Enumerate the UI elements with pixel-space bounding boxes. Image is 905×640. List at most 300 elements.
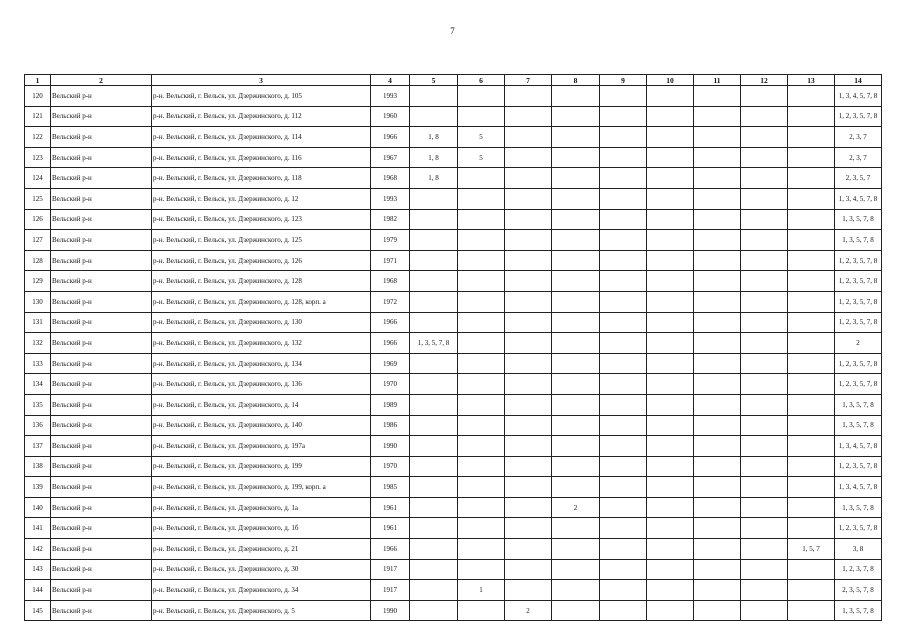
year-cell: 1967 xyxy=(371,147,410,168)
column-5-cell xyxy=(410,600,458,621)
row-number-cell: 141 xyxy=(25,518,51,539)
column-7-cell xyxy=(505,539,552,560)
column-7-cell xyxy=(505,456,552,477)
column-10-cell xyxy=(647,271,694,292)
row-number-cell: 122 xyxy=(25,127,51,148)
column-header: 1 xyxy=(25,75,51,86)
column-9-cell xyxy=(600,374,647,395)
year-cell: 1979 xyxy=(371,230,410,251)
column-9-cell xyxy=(600,333,647,354)
column-10-cell xyxy=(647,394,694,415)
column-9-cell xyxy=(600,147,647,168)
column-9-cell xyxy=(600,127,647,148)
table-row xyxy=(25,188,882,209)
address-cell: р-н. Вельский, г. Вельск, ул. Дзержинского, д. 128 xyxy=(152,271,371,292)
column-11-cell xyxy=(694,106,741,127)
column-12-cell xyxy=(741,580,788,601)
codes-cell: 2, 3, 5, 7 xyxy=(835,168,882,189)
codes-cell: 1, 2, 3, 5, 7, 8 xyxy=(835,353,882,374)
row-number-cell: 137 xyxy=(25,436,51,457)
column-13-cell xyxy=(788,415,835,436)
table-row xyxy=(25,312,882,333)
column-13-cell xyxy=(788,312,835,333)
column-9-cell xyxy=(600,106,647,127)
column-5-cell xyxy=(410,271,458,292)
table-row xyxy=(25,86,882,107)
codes-cell: 2 xyxy=(835,333,882,354)
table-row xyxy=(25,250,882,271)
column-7-cell xyxy=(505,559,552,580)
column-header: 13 xyxy=(788,75,835,86)
codes-cell: 1, 2, 3, 5, 7, 8 xyxy=(835,271,882,292)
column-8-cell xyxy=(552,415,600,436)
district-cell: Вельский р-н xyxy=(51,127,152,148)
row-number-cell: 139 xyxy=(25,477,51,498)
column-6-cell xyxy=(458,497,505,518)
row-number-cell: 133 xyxy=(25,353,51,374)
column-6-cell: 1 xyxy=(458,580,505,601)
column-11-cell xyxy=(694,127,741,148)
column-13-cell: 1, 5, 7 xyxy=(788,539,835,560)
column-7-cell xyxy=(505,291,552,312)
column-header: 2 xyxy=(51,75,152,86)
column-5-cell: 1, 8 xyxy=(410,127,458,148)
column-13-cell xyxy=(788,127,835,148)
address-cell: р-н. Вельский, г. Вельск, ул. Дзержинского, д. 197а xyxy=(152,436,371,457)
codes-cell: 1, 2, 3, 5, 7, 8 xyxy=(835,374,882,395)
column-7-cell xyxy=(505,209,552,230)
row-number-cell: 121 xyxy=(25,106,51,127)
column-header: 14 xyxy=(835,75,882,86)
column-7-cell xyxy=(505,106,552,127)
header-row xyxy=(25,75,882,86)
column-12-cell xyxy=(741,168,788,189)
column-5-cell xyxy=(410,559,458,580)
column-5-cell xyxy=(410,394,458,415)
column-5-cell xyxy=(410,477,458,498)
column-8-cell xyxy=(552,168,600,189)
district-cell: Вельский р-н xyxy=(51,518,152,539)
year-cell: 1993 xyxy=(371,86,410,107)
column-10-cell xyxy=(647,188,694,209)
codes-cell: 1, 3, 5, 7, 8 xyxy=(835,415,882,436)
column-12-cell xyxy=(741,539,788,560)
column-7-cell xyxy=(505,477,552,498)
address-cell: р-н. Вельский, г. Вельск, ул. Дзержинского, д. 125 xyxy=(152,230,371,251)
column-10-cell xyxy=(647,230,694,251)
table-row xyxy=(25,477,882,498)
table-row xyxy=(25,394,882,415)
column-11-cell xyxy=(694,436,741,457)
column-12-cell xyxy=(741,497,788,518)
column-12-cell xyxy=(741,127,788,148)
column-10-cell xyxy=(647,353,694,374)
row-number-cell: 142 xyxy=(25,539,51,560)
column-13-cell xyxy=(788,580,835,601)
address-cell: р-н. Вельский, г. Вельск, ул. Дзержинского, д. 136 xyxy=(152,374,371,395)
column-12-cell xyxy=(741,271,788,292)
column-9-cell xyxy=(600,580,647,601)
column-11-cell xyxy=(694,353,741,374)
year-cell: 1970 xyxy=(371,374,410,395)
row-number-cell: 140 xyxy=(25,497,51,518)
district-cell: Вельский р-н xyxy=(51,497,152,518)
district-cell: Вельский р-н xyxy=(51,374,152,395)
column-8-cell xyxy=(552,374,600,395)
page-number: 7 xyxy=(450,26,455,36)
column-5-cell xyxy=(410,86,458,107)
codes-cell: 1, 2, 3, 7, 8 xyxy=(835,559,882,580)
column-6-cell xyxy=(458,106,505,127)
district-cell: Вельский р-н xyxy=(51,188,152,209)
column-12-cell xyxy=(741,477,788,498)
column-11-cell xyxy=(694,539,741,560)
column-12-cell xyxy=(741,333,788,354)
column-10-cell xyxy=(647,477,694,498)
district-cell: Вельский р-н xyxy=(51,394,152,415)
column-5-cell xyxy=(410,518,458,539)
column-5-cell xyxy=(410,230,458,251)
column-13-cell xyxy=(788,250,835,271)
column-11-cell xyxy=(694,559,741,580)
address-cell: р-н. Вельский, г. Вельск, ул. Дзержинского, д. 30 xyxy=(152,559,371,580)
column-12-cell xyxy=(741,374,788,395)
column-9-cell xyxy=(600,539,647,560)
table-body xyxy=(25,86,882,621)
table-row xyxy=(25,374,882,395)
column-9-cell xyxy=(600,353,647,374)
column-7-cell xyxy=(505,127,552,148)
row-number-cell: 138 xyxy=(25,456,51,477)
district-cell: Вельский р-н xyxy=(51,106,152,127)
column-8-cell xyxy=(552,394,600,415)
column-12-cell xyxy=(741,353,788,374)
column-10-cell xyxy=(647,600,694,621)
table-row xyxy=(25,497,882,518)
column-9-cell xyxy=(600,600,647,621)
column-12-cell xyxy=(741,436,788,457)
table-row xyxy=(25,127,882,148)
column-13-cell xyxy=(788,106,835,127)
district-cell: Вельский р-н xyxy=(51,312,152,333)
table-row xyxy=(25,580,882,601)
year-cell: 1990 xyxy=(371,436,410,457)
column-9-cell xyxy=(600,415,647,436)
column-5-cell xyxy=(410,436,458,457)
column-6-cell xyxy=(458,600,505,621)
column-6-cell xyxy=(458,394,505,415)
year-cell: 1961 xyxy=(371,497,410,518)
district-cell: Вельский р-н xyxy=(51,559,152,580)
column-6-cell: 5 xyxy=(458,127,505,148)
year-cell: 1968 xyxy=(371,271,410,292)
column-13-cell xyxy=(788,230,835,251)
column-9-cell xyxy=(600,209,647,230)
column-11-cell xyxy=(694,188,741,209)
year-cell: 1982 xyxy=(371,209,410,230)
year-cell: 1972 xyxy=(371,291,410,312)
column-5-cell xyxy=(410,497,458,518)
table-row xyxy=(25,600,882,621)
table-row xyxy=(25,230,882,251)
column-6-cell xyxy=(458,456,505,477)
column-6-cell xyxy=(458,168,505,189)
column-11-cell xyxy=(694,477,741,498)
column-8-cell xyxy=(552,86,600,107)
year-cell: 1989 xyxy=(371,394,410,415)
column-11-cell xyxy=(694,291,741,312)
column-7-cell xyxy=(505,250,552,271)
column-5-cell xyxy=(410,188,458,209)
column-header: 4 xyxy=(371,75,410,86)
district-cell: Вельский р-н xyxy=(51,456,152,477)
address-cell: р-н. Вельский, г. Вельск, ул. Дзержинского, д. 123 xyxy=(152,209,371,230)
column-6-cell xyxy=(458,291,505,312)
column-8-cell xyxy=(552,209,600,230)
column-10-cell xyxy=(647,539,694,560)
column-10-cell xyxy=(647,250,694,271)
table-row xyxy=(25,456,882,477)
row-number-cell: 136 xyxy=(25,415,51,436)
column-9-cell xyxy=(600,312,647,333)
column-11-cell xyxy=(694,600,741,621)
column-8-cell: 2 xyxy=(552,497,600,518)
column-5-cell xyxy=(410,250,458,271)
column-5-cell xyxy=(410,415,458,436)
column-6-cell xyxy=(458,271,505,292)
column-7-cell xyxy=(505,188,552,209)
column-13-cell xyxy=(788,436,835,457)
column-6-cell xyxy=(458,312,505,333)
column-12-cell xyxy=(741,518,788,539)
column-9-cell xyxy=(600,250,647,271)
column-12-cell xyxy=(741,415,788,436)
year-cell: 1985 xyxy=(371,477,410,498)
column-10-cell xyxy=(647,580,694,601)
row-number-cell: 124 xyxy=(25,168,51,189)
codes-cell: 1, 3, 5, 7, 8 xyxy=(835,209,882,230)
codes-cell: 1, 3, 4, 5, 7, 8 xyxy=(835,86,882,107)
column-8-cell xyxy=(552,580,600,601)
column-12-cell xyxy=(741,188,788,209)
year-cell: 1993 xyxy=(371,188,410,209)
column-6-cell xyxy=(458,477,505,498)
district-cell: Вельский р-н xyxy=(51,86,152,107)
codes-cell: 2, 3, 7 xyxy=(835,127,882,148)
column-11-cell xyxy=(694,168,741,189)
column-11-cell xyxy=(694,518,741,539)
row-number-cell: 143 xyxy=(25,559,51,580)
column-6-cell xyxy=(458,436,505,457)
row-number-cell: 120 xyxy=(25,86,51,107)
table-row xyxy=(25,518,882,539)
year-cell: 1966 xyxy=(371,312,410,333)
column-7-cell xyxy=(505,230,552,251)
column-9-cell xyxy=(600,477,647,498)
column-6-cell xyxy=(458,539,505,560)
column-5-cell xyxy=(410,353,458,374)
column-8-cell xyxy=(552,539,600,560)
codes-cell: 1, 3, 5, 7, 8 xyxy=(835,394,882,415)
column-12-cell xyxy=(741,250,788,271)
column-7-cell xyxy=(505,497,552,518)
column-9-cell xyxy=(600,168,647,189)
column-8-cell xyxy=(552,291,600,312)
column-7-cell xyxy=(505,147,552,168)
column-13-cell xyxy=(788,333,835,354)
address-cell: р-н. Вельский, г. Вельск, ул. Дзержинского, д. 128, корп. а xyxy=(152,291,371,312)
column-10-cell xyxy=(647,86,694,107)
row-number-cell: 123 xyxy=(25,147,51,168)
column-6-cell xyxy=(458,230,505,251)
column-12-cell xyxy=(741,209,788,230)
column-13-cell xyxy=(788,559,835,580)
year-cell: 1990 xyxy=(371,600,410,621)
address-cell: р-н. Вельский, г. Вельск, ул. Дзержинского, д. 134 xyxy=(152,353,371,374)
column-12-cell xyxy=(741,230,788,251)
row-number-cell: 135 xyxy=(25,394,51,415)
column-9-cell xyxy=(600,559,647,580)
address-cell: р-н. Вельский, г. Вельск, ул. Дзержинского, д. 199 xyxy=(152,456,371,477)
column-header: 3 xyxy=(152,75,371,86)
address-cell: р-н. Вельский, г. Вельск, ул. Дзержинского, д. 34 xyxy=(152,580,371,601)
column-7-cell xyxy=(505,415,552,436)
column-8-cell xyxy=(552,559,600,580)
column-13-cell xyxy=(788,518,835,539)
column-5-cell xyxy=(410,580,458,601)
row-number-cell: 125 xyxy=(25,188,51,209)
column-12-cell xyxy=(741,291,788,312)
column-7-cell xyxy=(505,271,552,292)
column-9-cell xyxy=(600,188,647,209)
column-8-cell xyxy=(552,188,600,209)
row-number-cell: 131 xyxy=(25,312,51,333)
column-7-cell xyxy=(505,518,552,539)
column-9-cell xyxy=(600,271,647,292)
address-cell: р-н. Вельский, г. Вельск, ул. Дзержинского, д. 21 xyxy=(152,539,371,560)
codes-cell: 1, 3, 4, 5, 7, 8 xyxy=(835,188,882,209)
district-cell: Вельский р-н xyxy=(51,147,152,168)
year-cell: 1968 xyxy=(371,168,410,189)
district-cell: Вельский р-н xyxy=(51,271,152,292)
column-13-cell xyxy=(788,291,835,312)
column-13-cell xyxy=(788,86,835,107)
column-13-cell xyxy=(788,168,835,189)
row-number-cell: 126 xyxy=(25,209,51,230)
column-10-cell xyxy=(647,456,694,477)
column-header: 11 xyxy=(694,75,741,86)
codes-cell: 1, 2, 3, 5, 7, 8 xyxy=(835,250,882,271)
column-8-cell xyxy=(552,518,600,539)
column-11-cell xyxy=(694,394,741,415)
column-8-cell xyxy=(552,230,600,251)
column-8-cell xyxy=(552,147,600,168)
column-7-cell xyxy=(505,333,552,354)
row-number-cell: 145 xyxy=(25,600,51,621)
column-header: 9 xyxy=(600,75,647,86)
column-11-cell xyxy=(694,333,741,354)
column-6-cell xyxy=(458,333,505,354)
codes-cell: 3, 8 xyxy=(835,539,882,560)
column-10-cell xyxy=(647,291,694,312)
year-cell: 1966 xyxy=(371,127,410,148)
year-cell: 1986 xyxy=(371,415,410,436)
column-5-cell: 1, 3, 5, 7, 8 xyxy=(410,333,458,354)
column-9-cell xyxy=(600,230,647,251)
column-8-cell xyxy=(552,312,600,333)
column-8-cell xyxy=(552,127,600,148)
column-11-cell xyxy=(694,580,741,601)
column-7-cell xyxy=(505,86,552,107)
codes-cell: 1, 2, 3, 5, 7, 8 xyxy=(835,291,882,312)
column-6-cell xyxy=(458,415,505,436)
column-5-cell xyxy=(410,209,458,230)
column-11-cell xyxy=(694,230,741,251)
column-8-cell xyxy=(552,436,600,457)
column-header: 7 xyxy=(505,75,552,86)
column-9-cell xyxy=(600,456,647,477)
column-12-cell xyxy=(741,559,788,580)
column-13-cell xyxy=(788,456,835,477)
column-8-cell xyxy=(552,600,600,621)
column-9-cell xyxy=(600,86,647,107)
column-9-cell xyxy=(600,394,647,415)
column-13-cell xyxy=(788,600,835,621)
column-7-cell xyxy=(505,374,552,395)
year-cell: 1961 xyxy=(371,518,410,539)
codes-cell: 2, 3, 5, 7, 8 xyxy=(835,580,882,601)
column-7-cell xyxy=(505,353,552,374)
district-cell: Вельский р-н xyxy=(51,168,152,189)
column-10-cell xyxy=(647,518,694,539)
address-cell: р-н. Вельский, г. Вельск, ул. Дзержинского, д. 116 xyxy=(152,147,371,168)
column-13-cell xyxy=(788,477,835,498)
column-7-cell: 2 xyxy=(505,600,552,621)
table-row xyxy=(25,106,882,127)
codes-cell: 2, 3, 7 xyxy=(835,147,882,168)
district-cell: Вельский р-н xyxy=(51,477,152,498)
column-11-cell xyxy=(694,271,741,292)
district-cell: Вельский р-н xyxy=(51,436,152,457)
year-cell: 1966 xyxy=(371,539,410,560)
column-13-cell xyxy=(788,271,835,292)
column-6-cell: 5 xyxy=(458,147,505,168)
year-cell: 1966 xyxy=(371,333,410,354)
column-9-cell xyxy=(600,436,647,457)
column-9-cell xyxy=(600,497,647,518)
row-number-cell: 132 xyxy=(25,333,51,354)
address-cell: р-н. Вельский, г. Вельск, ул. Дзержинского, д. 130 xyxy=(152,312,371,333)
table-row xyxy=(25,147,882,168)
column-11-cell xyxy=(694,250,741,271)
column-8-cell xyxy=(552,353,600,374)
table-row xyxy=(25,539,882,560)
address-cell: р-н. Вельский, г. Вельск, ул. Дзержинского, д. 118 xyxy=(152,168,371,189)
column-10-cell xyxy=(647,436,694,457)
column-12-cell xyxy=(741,600,788,621)
address-cell: р-н. Вельский, г. Вельск, ул. Дзержинского, д. 14 xyxy=(152,394,371,415)
column-7-cell xyxy=(505,436,552,457)
table-row xyxy=(25,209,882,230)
district-cell: Вельский р-н xyxy=(51,353,152,374)
table-row xyxy=(25,291,882,312)
column-5-cell: 1, 8 xyxy=(410,168,458,189)
column-7-cell xyxy=(505,312,552,333)
column-9-cell xyxy=(600,291,647,312)
column-13-cell xyxy=(788,147,835,168)
column-12-cell xyxy=(741,312,788,333)
column-5-cell xyxy=(410,106,458,127)
